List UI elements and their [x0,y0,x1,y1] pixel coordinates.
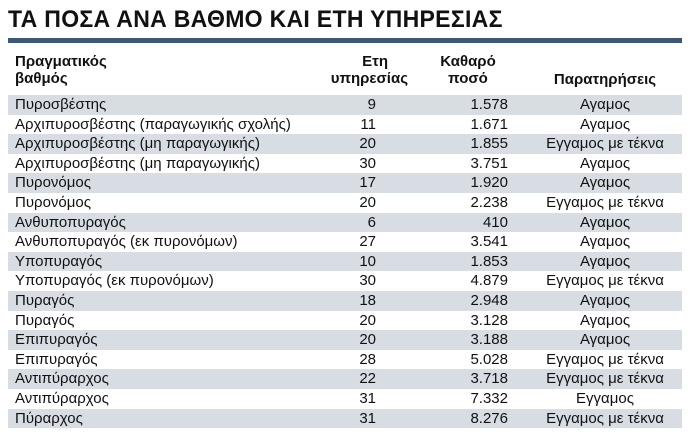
cell-rank: Υποπυραγός [15,252,103,270]
header-amount [428,53,508,87]
cell-amount: 4.879 [470,272,508,290]
table-row [8,115,682,135]
table-row [8,389,682,409]
cell-remarks: Εγγαμος με τέκνα [546,409,664,427]
cell-years: 30 [359,154,376,172]
cell-amount: 1.855 [470,135,508,153]
cell-rank: Υποπυραγός (εκ πυρονόμων) [15,272,214,290]
cell-amount: 8.276 [470,409,508,427]
cell-rank: Πύραρχος [15,409,83,427]
header-rank [15,53,185,87]
cell-years: 30 [359,272,376,290]
cell-remarks: Εγγαμος με τέκνα [546,272,664,290]
table-header [8,47,682,95]
table-row [8,291,682,311]
cell-remarks: Εγγαμος με τέκνα [546,193,664,211]
page-title: ΤΑ ΠΟΣΑ ΑΝΑ ΒΑΘΜΟ ΚΑΙ ΕΤΗ ΥΠΗΡΕΣΙΑΣ [8,6,503,33]
cell-years: 17 [359,174,376,192]
cell-rank: Αντιπύραρχος [15,389,109,407]
cell-rank: Πυραγός [15,311,75,329]
cell-years: 10 [359,252,376,270]
table-row [8,271,682,291]
cell-rank: Ανθυποπυραγός [15,213,126,231]
cell-amount: 3.188 [470,331,508,349]
cell-rank: Αντιπύραρχος [15,370,109,388]
cell-amount: 2.238 [470,193,508,211]
cell-remarks: Αγαμος [579,233,631,251]
table-row [8,193,682,213]
cell-amount: 2.948 [470,291,508,309]
cell-rank: Πυραγός [15,291,75,309]
cell-remarks: Εγγαμος με τέκνα [546,135,664,153]
cell-remarks: Αγαμος [579,311,631,329]
cell-rank: Αρχιπυροσβέστης (παραγωγικής σχολής) [15,115,291,133]
cell-remarks: Εγγαμος [576,389,634,407]
cell-amount: 3.128 [470,311,508,329]
cell-amount: 410 [482,213,508,231]
table-row [8,252,682,272]
header-amount-line1: Καθαρό [440,53,496,70]
cell-years: 31 [359,409,376,427]
cell-remarks: Αγαμος [579,213,631,231]
cell-remarks: Αγαμος [579,154,631,172]
cell-years: 11 [360,115,376,133]
header-years-line2: υπηρεσίας [330,70,408,87]
cell-years: 20 [359,311,376,329]
cell-rank: Επιπυραγός [15,350,98,368]
cell-rank: Πυρονόμος [15,174,91,192]
cell-years: 27 [359,233,376,251]
table-row [8,330,682,350]
cell-rank: Αρχιπυροσβέστης (μη παραγωγικής) [15,135,260,153]
table-row [8,173,682,193]
cell-years: 20 [359,135,376,153]
cell-amount: 7.332 [470,389,508,407]
header-years [308,53,408,87]
table-row [8,154,682,174]
cell-rank: Ανθυποπυραγός (εκ πυρονόμων) [15,233,238,251]
table-row [8,369,682,389]
cell-years: 28 [359,350,376,368]
cell-amount: 1.671 [470,115,508,133]
cell-rank: Επιπυραγός [15,331,98,349]
header-years-line1: Ετη [362,53,388,70]
cell-remarks: Αγαμος [579,174,631,192]
header-rank-line1: Πραγματικός [15,53,107,70]
cell-years: 6 [367,213,376,231]
header-rank-line2: βαθμός [15,70,68,87]
table-body [8,95,682,428]
table-row [8,409,682,429]
header-amount-line2: ποσό [448,70,488,87]
table-row [8,213,682,233]
cell-remarks: Αγαμος [579,96,631,113]
cell-amount: 3.751 [470,154,508,172]
cell-remarks: Εγγαμος με τέκνα [546,350,664,368]
cell-amount: 1.853 [470,252,508,270]
cell-amount: 3.541 [470,233,508,251]
cell-amount: 3.718 [470,370,508,388]
header-remarks: Παρατηρήσεις [553,71,657,88]
cell-rank: Πυροσβέστης [15,96,107,113]
table-row [8,350,682,370]
cell-amount: 1.920 [470,174,508,192]
title-divider [8,38,682,43]
cell-rank: Αρχιπυροσβέστης (μη παραγωγικής) [15,154,260,172]
cell-amount: 5.028 [470,350,508,368]
table-row [8,95,682,115]
cell-remarks: Αγαμος [579,252,631,270]
cell-years: 20 [359,193,376,211]
cell-years: 18 [359,291,376,309]
cell-years: 31 [359,389,376,407]
table-row [8,134,682,154]
cell-years: 20 [359,331,376,349]
table-row [8,311,682,331]
cell-remarks: Αγαμος [579,331,631,349]
cell-years: 9 [367,96,376,113]
table-row [8,232,682,252]
cell-remarks: Αγαμος [579,115,631,133]
cell-remarks: Αγαμος [579,291,631,309]
cell-remarks: Εγγαμος με τέκνα [546,370,664,388]
cell-rank: Πυρονόμος [15,193,91,211]
cell-years: 22 [359,370,376,388]
cell-amount: 1.578 [470,96,508,113]
